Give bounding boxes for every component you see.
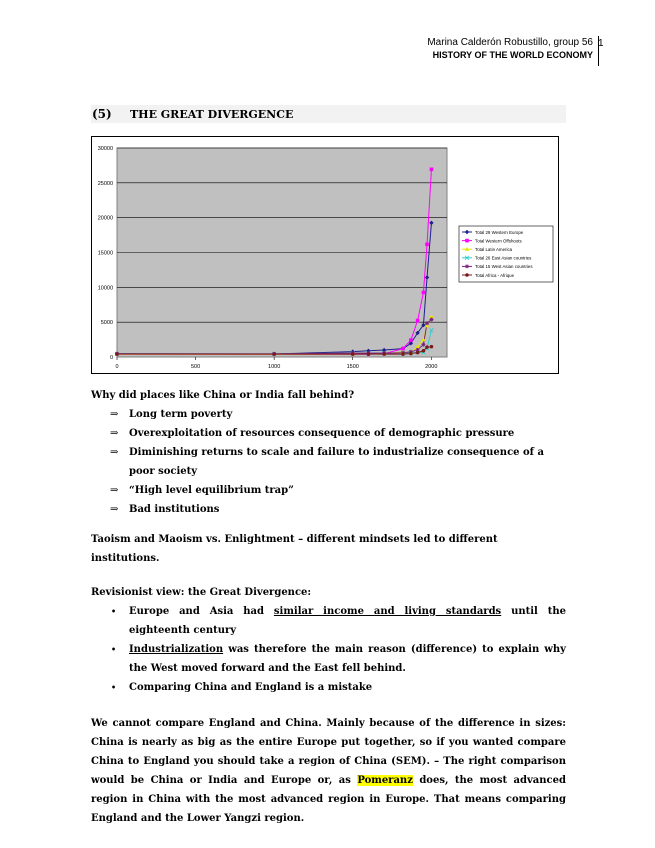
legend-label: Total 15 West Asian countries bbox=[475, 264, 533, 270]
author-name: Marina Calderón Robustillo, group 56 bbox=[427, 37, 593, 48]
page-number: 1 bbox=[598, 38, 604, 49]
bullet-marker: • bbox=[111, 606, 117, 616]
arrow-marker: ⇒ bbox=[110, 485, 119, 496]
data-point bbox=[465, 239, 469, 243]
closing-before: We cannot compare England and China. Mainly because of the difference in sizes: China is nearly as big as the entire Europe put together, so if you wanted compare China to England you should take a region of China (SEM). – The right comparison would be China or India and Europe or, as bbox=[91, 718, 566, 786]
list-item bbox=[111, 602, 566, 640]
legend-label: Total Africa - Afrique bbox=[475, 272, 515, 278]
x-tick-label: 500 bbox=[190, 364, 201, 370]
data-point bbox=[351, 352, 355, 356]
data-point bbox=[382, 352, 386, 356]
data-point bbox=[416, 319, 420, 323]
data-point bbox=[422, 291, 426, 295]
data-point bbox=[465, 273, 469, 277]
x-tick-label: 1000 bbox=[268, 364, 281, 370]
x-tick-label: 0 bbox=[115, 364, 119, 370]
bullet3-text: Comparing China and England is a mistake bbox=[129, 682, 373, 693]
y-tick-label: 0 bbox=[109, 355, 113, 361]
y-tick-label: 30000 bbox=[97, 146, 113, 152]
reason-text: “High level equilibrium trap” bbox=[129, 485, 294, 496]
closing-after: does, the most advanced region in China with the most advanced region in Europe. That means comparing England and the Lower Yangzi region. bbox=[91, 775, 566, 824]
bullet1-after: until the eighteenth century bbox=[129, 606, 566, 636]
data-point bbox=[425, 321, 429, 325]
legend-label: Total Latin America bbox=[475, 247, 513, 252]
y-tick-label: 5000 bbox=[100, 320, 113, 327]
list-item bbox=[110, 443, 566, 481]
y-tick-label: 15000 bbox=[97, 250, 113, 257]
reason-text: Long term poverty bbox=[129, 409, 233, 420]
data-point bbox=[430, 167, 434, 171]
course-title: HISTORY OF THE WORLD ECONOMY bbox=[432, 50, 593, 60]
closing-paragraph bbox=[91, 714, 566, 828]
data-point bbox=[425, 242, 429, 246]
data-point bbox=[429, 317, 433, 321]
y-tick-label: 25000 bbox=[97, 180, 113, 187]
x-tick-label: 2000 bbox=[425, 364, 438, 370]
bullet2-underlined: Industrialization bbox=[129, 644, 224, 655]
list-item bbox=[110, 405, 566, 424]
list-item bbox=[111, 640, 566, 678]
question-heading: Why did places like China or India fall behind? bbox=[91, 390, 355, 401]
list-item bbox=[110, 424, 566, 443]
list-item bbox=[110, 500, 566, 519]
reason-text: Bad institutions bbox=[129, 504, 220, 515]
data-point bbox=[425, 345, 429, 349]
data-point bbox=[430, 345, 434, 349]
section-number: (5) bbox=[92, 107, 112, 121]
data-point bbox=[409, 352, 413, 356]
data-point bbox=[115, 352, 119, 356]
data-point bbox=[367, 352, 371, 356]
legend-label: Total Western Offshoots bbox=[475, 238, 522, 244]
data-point bbox=[272, 352, 276, 356]
chart-svg bbox=[92, 137, 558, 373]
x-tick-label: 1500 bbox=[346, 364, 359, 370]
revisionist-list bbox=[91, 602, 566, 697]
legend-label: Total 26 East Asian countries bbox=[475, 255, 532, 261]
revisionist-heading: Revisionist view: the Great Divergence: bbox=[91, 587, 312, 598]
y-tick-label: 20000 bbox=[97, 215, 113, 222]
reason-text: Overexploitation of resources consequence of demographic pressure bbox=[129, 428, 515, 439]
bullet-marker: • bbox=[111, 644, 117, 654]
arrow-marker: ⇒ bbox=[110, 447, 119, 458]
taoism-paragraph: Taoism and Maoism vs. Enlightment – different mindsets led to different institutions. bbox=[91, 534, 498, 564]
data-point bbox=[421, 343, 425, 347]
gdp-chart bbox=[91, 136, 559, 374]
legend-label: Total 29 Western Europe bbox=[475, 229, 524, 235]
pomeranz-highlight: Pomeranz bbox=[357, 775, 413, 786]
reason-text: Diminishing returns to scale and failure to industrialize consequence of a poor society bbox=[129, 447, 544, 477]
data-point bbox=[401, 352, 405, 356]
section-title: THE GREAT DIVERGENCE bbox=[130, 108, 294, 121]
page-header bbox=[427, 36, 593, 62]
arrow-marker: ⇒ bbox=[110, 409, 119, 420]
data-point bbox=[416, 351, 420, 355]
data-point bbox=[409, 338, 413, 342]
y-tick-label: 10000 bbox=[97, 285, 113, 292]
arrow-marker: ⇒ bbox=[110, 504, 119, 515]
bullet-marker: • bbox=[111, 682, 117, 692]
reasons-list bbox=[91, 405, 566, 519]
data-point bbox=[465, 264, 469, 268]
document-body bbox=[91, 386, 566, 828]
list-item bbox=[111, 678, 566, 697]
data-point bbox=[422, 349, 426, 353]
arrow-marker: ⇒ bbox=[110, 428, 119, 439]
bullet1-underlined: similar income and living standards bbox=[273, 606, 502, 617]
list-item bbox=[110, 481, 566, 500]
bullet1-before: Europe and Asia had bbox=[129, 606, 274, 617]
bullet2-after: was therefore the main reason (difference) to explain why the West moved forward and the East fell behind. bbox=[129, 644, 566, 674]
